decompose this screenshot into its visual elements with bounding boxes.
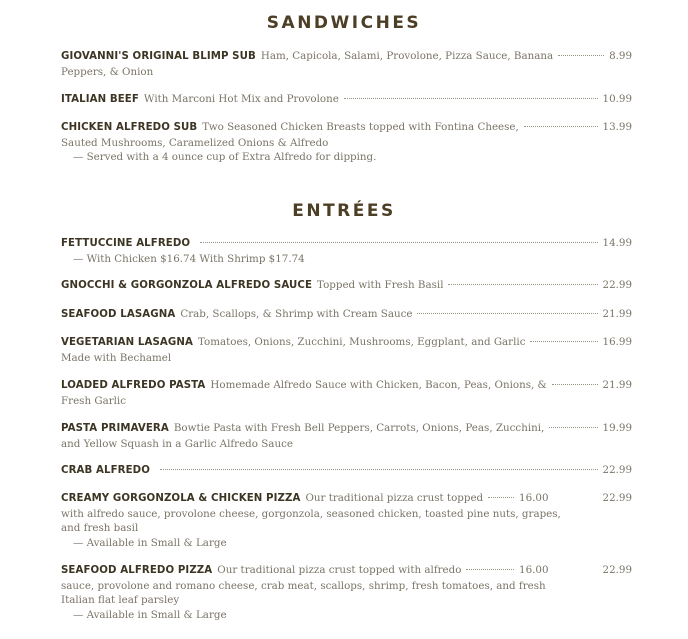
- menu-item-loaded-alfredo-pasta: [61, 378, 632, 408]
- item-name: PASTA PRIMAVERA: [61, 423, 169, 434]
- item-price: 22.99: [602, 464, 632, 476]
- item-description: Crab, Scallops, & Shrimp with Cream Sauce: [180, 308, 413, 320]
- item-name: CHICKEN ALFREDO SUB: [61, 122, 198, 133]
- menu-item-chicken-alfredo-sub: [61, 120, 632, 165]
- dot-leader: [344, 98, 598, 99]
- item-price-large: 22.99: [602, 564, 632, 576]
- item-description: Homemade Alfredo Sauce with Chicken, Bacon, Peas, Onions, &: [210, 379, 547, 391]
- item-description: Bowtie Pasta with Fresh Bell Peppers, Carrots, Onions, Peas, Zucchini,: [173, 422, 545, 434]
- item-name: CREAMY GORGONZOLA & CHICKEN PIZZA: [61, 493, 301, 504]
- item-price: 22.99: [602, 279, 632, 291]
- item-description-cont: and Yellow Squash in a Garlic Alfredo Sauce: [61, 437, 293, 450]
- dot-leader: [524, 126, 598, 127]
- section-title-sandwiches: SANDWICHES: [266, 13, 422, 33]
- menu-item-pasta-primavera: [61, 421, 632, 451]
- item-description-cont: Made with Bechamel: [61, 351, 172, 364]
- item-description-cont: sauce, provolone and romano cheese, crab meat, scallops, shrimp, fresh tomatoes, and fresh: [61, 579, 546, 592]
- menu-item-crab-alfredo: [61, 463, 632, 479]
- item-name: SEAFOOD ALFREDO PIZZA: [61, 565, 213, 576]
- item-description: Topped with Fresh Basil: [317, 279, 444, 291]
- menu-item-italian-beef: [61, 92, 632, 108]
- item-name: VEGETARIAN LASAGNA: [61, 337, 193, 348]
- item-description: Tomatoes, Onions, Zucchini, Mushrooms, Eggplant, and Garlic: [197, 336, 526, 348]
- item-price-large: 22.99: [602, 492, 632, 504]
- item-price: 16.99: [602, 336, 632, 348]
- section-title-entrees: ENTRÉES: [292, 201, 396, 221]
- dot-leader: [549, 427, 597, 428]
- item-name: GIOVANNI'S ORIGINAL BLIMP SUB: [61, 51, 256, 62]
- item-price: 13.99: [602, 121, 632, 133]
- menu-item-vegetarian-lasagna: [61, 335, 632, 365]
- item-price: 21.99: [602, 379, 632, 391]
- item-description-cont: Peppers, & Onion: [61, 65, 154, 78]
- item-description-cont: Fresh Garlic: [61, 394, 126, 407]
- item-price: 8.99: [609, 50, 632, 62]
- dot-leader: [466, 569, 514, 570]
- item-description-cont: Sauted Mushrooms, Caramelized Onions & Alfredo: [61, 136, 329, 149]
- item-description: Two Seasoned Chicken Breasts topped with Fontina Cheese,: [202, 121, 519, 133]
- dot-leader: [160, 469, 598, 470]
- item-price: 10.99: [602, 93, 632, 105]
- dot-leader: [530, 341, 597, 342]
- item-note: — Available in Small & Large: [73, 536, 227, 549]
- dot-leader: [448, 284, 597, 285]
- menu-item-fettuccine-alfredo: [61, 236, 632, 266]
- dot-leader: [200, 242, 597, 243]
- item-price-small: 16.00: [519, 492, 549, 504]
- item-note: — Available in Small & Large: [73, 608, 227, 621]
- item-description: Our traditional pizza crust topped: [305, 492, 484, 504]
- item-price-small: 16.00: [519, 564, 549, 576]
- menu-item-gnocchi-gorgonzola: [61, 278, 632, 294]
- dot-leader: [488, 497, 514, 498]
- menu-item-gorgonzola-chicken-pizza: [61, 491, 632, 550]
- item-description: With Marconi Hot Mix and Provolone: [143, 93, 339, 105]
- dot-leader: [417, 313, 597, 314]
- item-name: GNOCCHI & GORGONZOLA ALFREDO SAUCE: [61, 280, 312, 291]
- item-description-cont: Italian flat leaf parsley: [61, 594, 180, 606]
- item-description-cont: and fresh basil: [61, 522, 139, 534]
- item-name: CRAB ALFREDO: [61, 465, 150, 476]
- item-name: SEAFOOD LASAGNA: [61, 309, 176, 320]
- item-description-cont: with alfredo sauce, provolone cheese, gorgonzola, seasoned chicken, toasted pine nuts, grapes,: [61, 507, 561, 520]
- dot-leader: [558, 55, 604, 56]
- item-name: ITALIAN BEEF: [61, 94, 139, 105]
- menu-item-seafood-lasagna: [61, 307, 632, 323]
- item-price: 19.99: [602, 422, 632, 434]
- item-name: LOADED ALFREDO PASTA: [61, 380, 206, 391]
- item-name: FETTUCCINE ALFREDO: [61, 238, 191, 249]
- item-description: Ham, Capicola, Salami, Provolone, Pizza Sauce, Banana: [260, 50, 554, 62]
- dot-leader: [552, 384, 598, 385]
- menu-item-blimp-sub: [61, 49, 632, 79]
- item-note: — Served with a 4 ounce cup of Extra Alfredo for dipping.: [73, 151, 377, 163]
- item-note: — With Chicken $16.74 With Shrimp $17.74: [73, 252, 305, 265]
- item-price: 14.99: [602, 237, 632, 249]
- item-description: Our traditional pizza crust topped with alfredo: [217, 564, 462, 576]
- item-price: 21.99: [602, 308, 632, 320]
- menu-item-seafood-alfredo-pizza: [61, 563, 632, 622]
